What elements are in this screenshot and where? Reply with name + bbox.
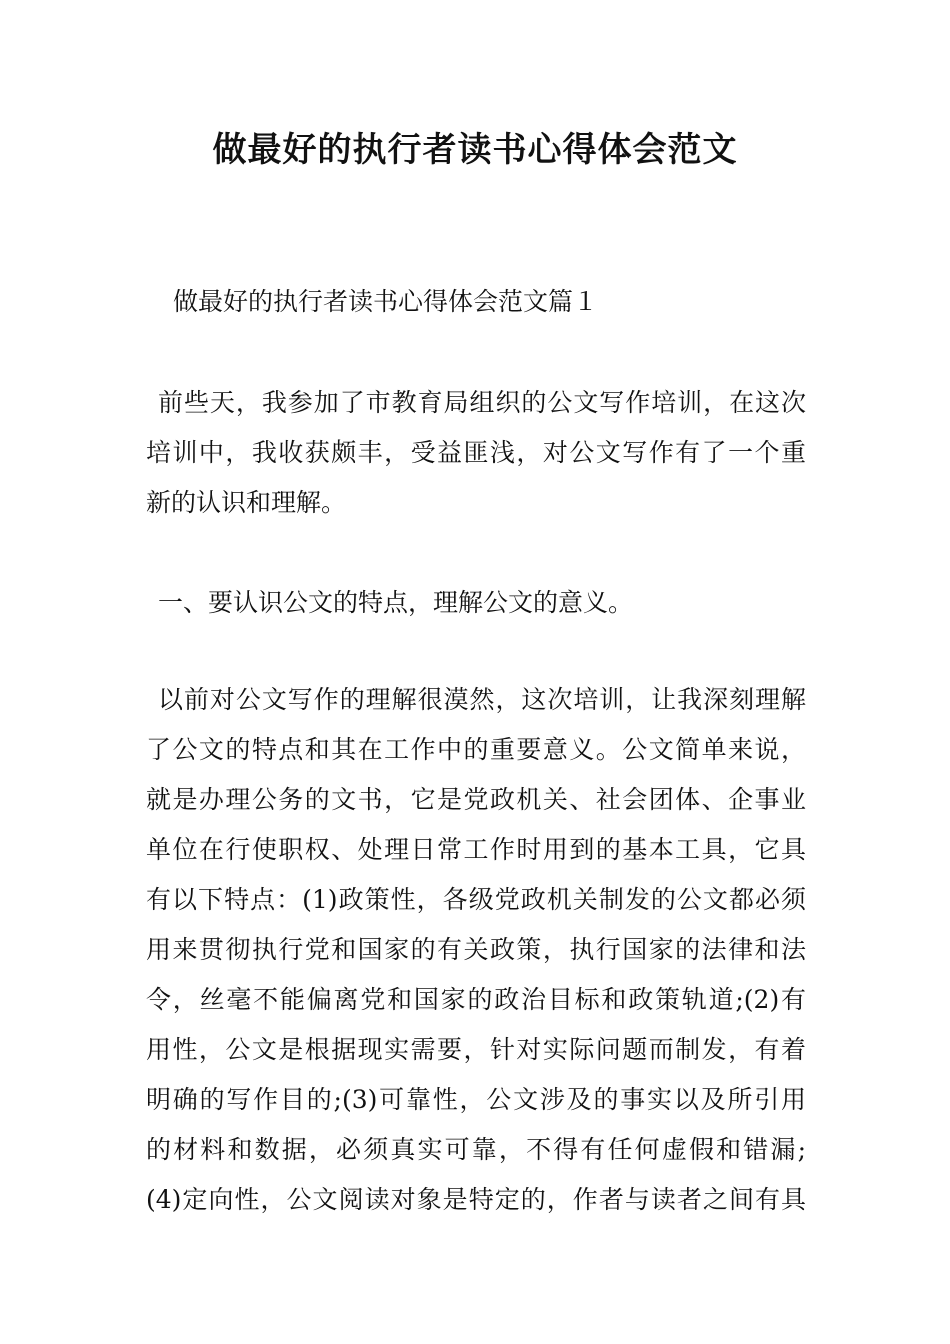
document-title: 做最好的执行者读书心得体会范文: [212, 130, 738, 170]
body-line-11: (4)定向性，公文阅读对象是特定的，作者与读者之间有具: [146, 1185, 806, 1214]
body-line-2: 了公文的特点和其在工作中的重要意义。公文简单来说，: [146, 735, 806, 764]
body-line-1: 以前对公文写作的理解很漠然，这次培训，让我深刻理解: [158, 685, 806, 714]
body-line-4: 单位在行使职权、处理日常工作时用到的基本工具，它具: [146, 835, 806, 864]
article-subtitle: 做最好的执行者读书心得体会范文篇１: [173, 287, 599, 316]
body-line-7: 令，丝毫不能偏离党和国家的政治目标和政策轨道;(2)有: [146, 985, 806, 1014]
section-heading: 一、要认识公文的特点，理解公文的意义。: [158, 588, 634, 617]
intro-line-1: 前些天，我参加了市教育局组织的公文写作培训，在这次: [158, 388, 806, 417]
body-line-5: 有以下特点：(1)政策性，各级党政机关制发的公文都必须: [146, 885, 806, 914]
intro-line-2: 培训中，我收获颇丰，受益匪浅，对公文写作有了一个重: [146, 438, 806, 467]
body-line-6: 用来贯彻执行党和国家的有关政策，执行国家的法律和法: [146, 935, 806, 964]
body-line-10: 的材料和数据，必须真实可靠，不得有任何虚假和错漏;: [146, 1135, 806, 1164]
body-line-9: 明确的写作目的;(3)可靠性，公文涉及的事实以及所引用: [146, 1085, 806, 1114]
body-line-8: 用性，公文是根据现实需要，针对实际问题而制发，有着: [146, 1035, 806, 1064]
intro-line-3: 新的认识和理解。: [146, 488, 347, 517]
body-line-3: 就是办理公务的文书，它是党政机关、社会团体、企事业: [146, 785, 806, 814]
